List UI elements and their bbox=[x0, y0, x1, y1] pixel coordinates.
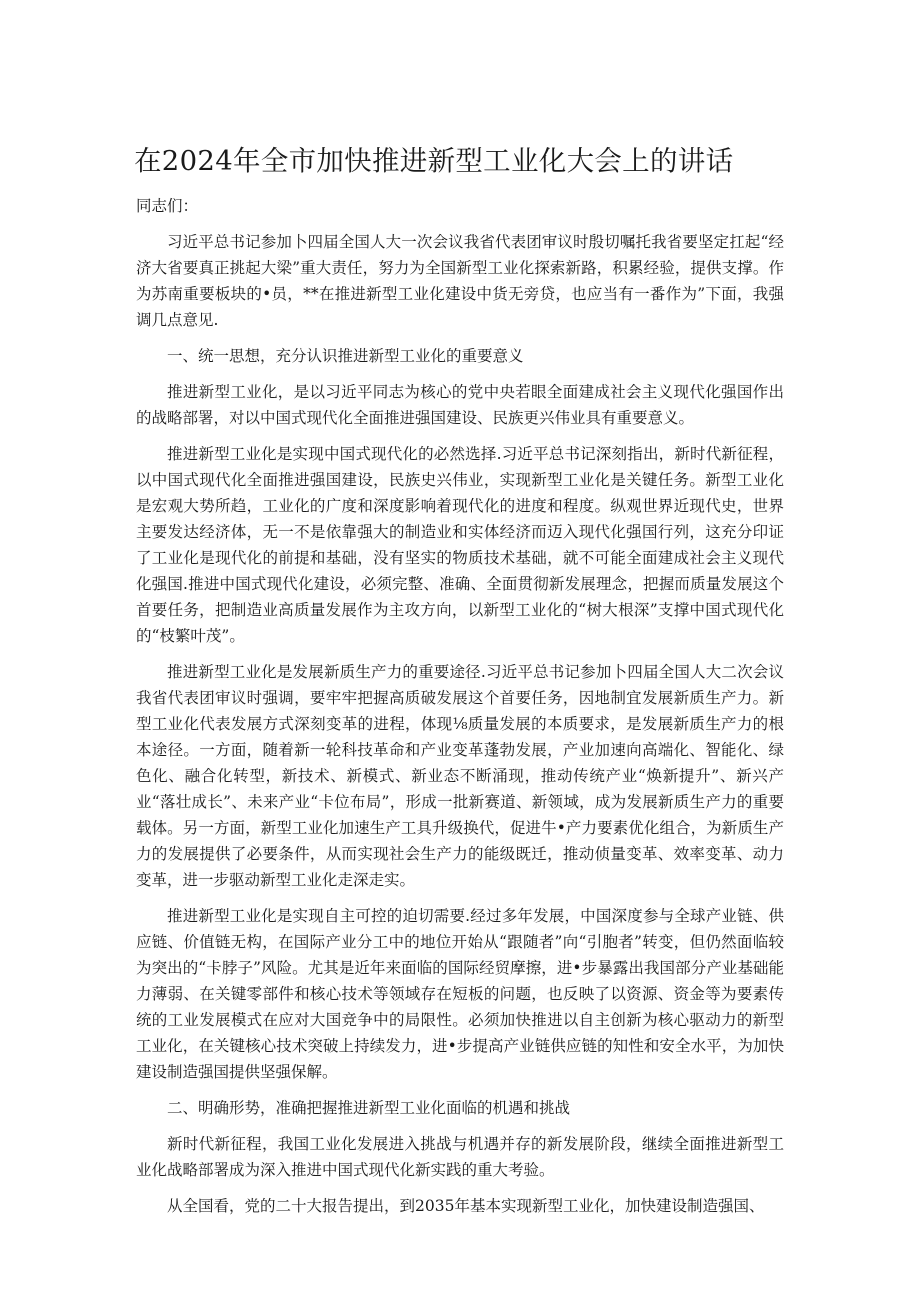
paragraph: 推进新型工业化是实现中国式现代化的必然选择.习近平总书记深刻指出，新时代新征程，以中国式现代化全面推进强国建设，民族史兴伟业，实现新型工业化是关键任务。新型工业化是宏观大势所趋，工业化的广度和深度影响着现代化的进度和程度。纵观世界近现代史，世界主要发达经济体，无一不是依靠强大的制造业和实体经济而迈入现代化强国行列，这充分印证了工业化是现代化的前提和基础，没有坚实的物质技术基础，就不可能全面建成社会主义现代化强国.推进中国式现代化建设，必须完整、准确、全面贯彻新发展理念，把握而质量发展这个首要任务，把制造业高质量发展作为主攻方向，以新型工业化的“树大根深”支撑中国式现代化的“枝繁叶茂”。 bbox=[136, 445, 784, 645]
section-heading-1: 一、统一思想，充分认识推进新型工业化的重要意义 bbox=[167, 347, 524, 365]
paragraph: 从全国看，党的二十大报告提出，到2035年基本实现新型工业化，加快建设制造强国、 bbox=[167, 1197, 765, 1215]
document-body bbox=[136, 193, 784, 1229]
paragraph: 推进新型工业化是发展新质生产力的重要途径.习近平总书记参加卜四届全国人大二次会议我省代表团审议时强调，要牢牢把握高质破发展这个首要任务，因地制宜发展新质生产力。新型工业化代表发展方式深刻变革的进程，体现⅛质量发展的本质要求，是发展新质生产力的根本途径。一方面，随着新一轮科技革命和产业变革蓬勃发展，产业加速向高端化、智能化、绿色化、融合化转型，新技术、新模式、新业态不断涌现，推动传统产业“焕新提升”、新兴产业“落壮成长”、未来产业“卡位布局”，形成一批新赛道、新领域，成为发展新质生产力的重要载体。另一方面，新型工业化加速生产工具升级换代，促进牛•产力要素优化组合，为新质生产力的发展提供了必要条件，从而实现社会生产力的能级既迁，推动侦量变革、效率变革、动力变革，进一步驱动新型工业化走深走实。 bbox=[136, 663, 784, 889]
paragraph: 新时代新征程，我国工业化发展进入挑战与机遇并存的新发展阶段，继续全面推进新型工业化战略部署成为深入推进中国式现代化新实践的重大考验。 bbox=[136, 1135, 784, 1179]
paragraph: 推进新型工业化是实现自主可控的迫切需要.经过多年发展，中国深度参与全球产业链、供应链、价值链无构，在国际产业分工中的地位开始从“跟随者”向“引胞者”转变，但仍然面临较为突出的“卡脖子”风险。尤其是近年来面临的国际经贸摩擦，进•步暴露出我国部分产业基础能力薄弱、在关键零部件和核心技术等领域存在短板的问题，也反映了以资源、资金等为要素传统的工业发展模式在应对大国竞争中的局限性。必须加快推进以自主创新为核心驱动力的新型工业化，在关键核心技术突破上持续发力，进•步提高产业链供应链的知性和安全水平，为加快建设制造强国提供坚强保解。 bbox=[136, 907, 784, 1081]
paragraph-intro: 习近平总书记参加卜四届全国人大一次会议我省代表团审议时殷切嘱托我省要坚定扛起“经济大省要真正挑起大梁”重大责任，努力为全国新型工业化探索新路，积累经验，提供支撑。作为苏南重要板块的•员，**在推进新型工业化建设中货无旁贷，也应当有一番作为”下面，我强调几点意见. bbox=[136, 233, 784, 329]
salutation: 同志们： bbox=[136, 197, 199, 215]
section-heading-2: 二、明确形势，准确把握推进新型工业化面临的机遇和挑战 bbox=[167, 1099, 571, 1117]
document-title: 在2024年全市加快推进新型工业化大会上的讲话 bbox=[134, 145, 734, 177]
paragraph: 推进新型工业化，是以习近平同志为核心的党中央若眼全面建成社会主义现代化强国作出的战略部署，对以中国式现代化全面推进强国建设、民族更兴伟业具有重要意义。 bbox=[136, 383, 784, 427]
